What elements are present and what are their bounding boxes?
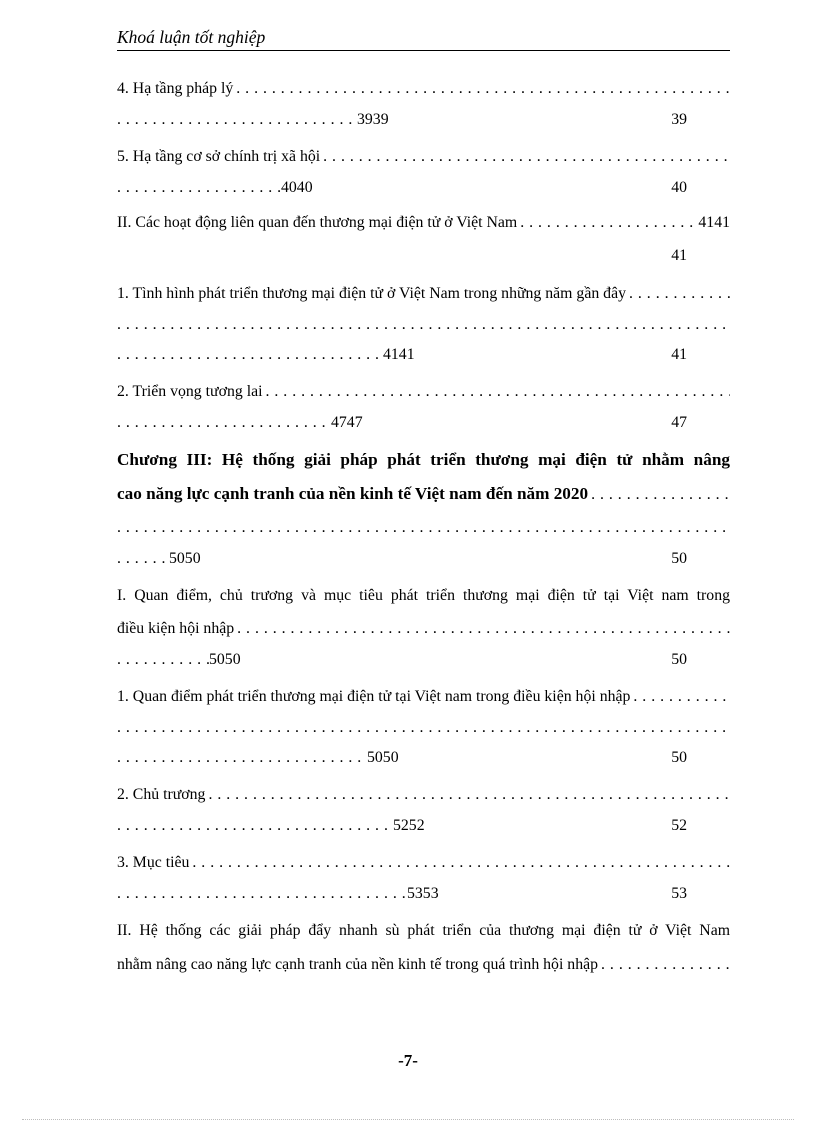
toc-entry-title: 3. Mục tiêu xyxy=(117,854,190,871)
dot-leader xyxy=(117,516,730,540)
dot-leader xyxy=(323,145,730,169)
page-reference: 5050 xyxy=(209,651,241,668)
toc-entry-title: 4. Hạ tầng pháp lý xyxy=(117,80,234,97)
page-number: 52 xyxy=(671,817,687,834)
toc-entry-continuation xyxy=(117,108,730,132)
toc-entry-title: 1. Tình hình phát triển thương mại điện tử ở Việt Nam trong những năm gần đây xyxy=(117,285,626,302)
toc-chapter-heading: Chương III: Hệ thống giải pháp phát triển thương mại điện tử nhằm nâng xyxy=(117,450,730,469)
dot-leader xyxy=(117,716,730,740)
toc-entry-development-viewpoint xyxy=(117,685,730,709)
dot-leader xyxy=(117,108,357,132)
toc-entry-political-infrastructure xyxy=(117,145,730,169)
toc-entry-continuation xyxy=(117,716,730,740)
toc-entry-continuation xyxy=(117,244,730,268)
toc-entry-title: 2. Chủ trương xyxy=(117,786,206,803)
page-number: 53 xyxy=(671,885,687,902)
page-bottom-border xyxy=(22,1119,794,1120)
toc-entry-continuation xyxy=(117,882,730,906)
page-reference: 5353 xyxy=(407,885,439,902)
page-reference: 4040 xyxy=(281,179,313,196)
toc-entry-continuation xyxy=(117,617,730,641)
dot-leader xyxy=(236,77,730,101)
page-number: 50 xyxy=(671,651,687,668)
toc-entry-continuation xyxy=(117,516,730,540)
dot-leader xyxy=(117,648,209,672)
page-reference: 5252 xyxy=(393,817,425,834)
dot-leader xyxy=(117,313,730,337)
page-reference: 4747 xyxy=(331,414,363,431)
toc-entry-title: 2. Triển vọng tương lai xyxy=(117,383,263,400)
toc-entry-continuation xyxy=(117,746,730,770)
page-number-footer: -7- xyxy=(398,1051,418,1070)
dot-leader xyxy=(192,851,730,875)
running-header: Khoá luận tốt nghiệp xyxy=(117,27,266,47)
page-reference: 4141 xyxy=(698,214,730,231)
toc-entry-solutions: II. Hệ thống các giải pháp đẩy nhanh sù phát triển của thương mại điện tử ở Việt Nam xyxy=(117,922,730,939)
dot-leader xyxy=(633,685,730,709)
dot-leader xyxy=(117,411,331,435)
toc-entry-continuation xyxy=(117,343,730,367)
dot-leader xyxy=(591,483,730,506)
dot-leader xyxy=(266,380,731,404)
toc-entry-policy xyxy=(117,783,730,807)
dot-leader xyxy=(117,882,407,906)
toc-entry-continuation xyxy=(117,953,730,977)
toc-entry-ecommerce-activities xyxy=(117,211,730,235)
toc-entry-title: điều kiện hội nhập xyxy=(117,620,235,637)
page-number: 41 xyxy=(671,346,687,363)
toc-entry-continuation xyxy=(117,648,730,672)
dot-leader xyxy=(117,176,281,200)
toc-entry-continuation xyxy=(117,313,730,337)
toc-entry-title: 1. Quan điểm phát triển thương mại điện tử tại Việt nam trong điều kiện hội nhập xyxy=(117,688,631,705)
toc-entry-continuation xyxy=(117,176,730,200)
page-reference: 3939 xyxy=(357,111,389,128)
dot-leader xyxy=(117,746,367,770)
dot-leader xyxy=(117,547,169,571)
toc-chapter-heading-continuation xyxy=(117,482,730,506)
page-number: 41 xyxy=(671,247,687,264)
dot-leader xyxy=(520,211,696,235)
dot-leader xyxy=(601,953,730,977)
toc-entry-legal-infrastructure xyxy=(117,77,730,101)
page-reference: 5050 xyxy=(367,749,399,766)
page-number: 40 xyxy=(671,179,687,196)
toc-entry-development-situation xyxy=(117,282,730,306)
dot-leader xyxy=(237,617,730,641)
toc-entry-title: II. Các hoạt động liên quan đến thương mại điện tử ở Việt Nam xyxy=(117,214,518,231)
page-number: 39 xyxy=(671,111,687,128)
toc-entry-continuation xyxy=(117,547,730,571)
page-number: 50 xyxy=(671,550,687,567)
toc-entry-title: nhằm nâng cao năng lực cạnh tranh của nền kinh tế trong quá trình hội nhập xyxy=(117,956,599,973)
dot-leader xyxy=(629,282,730,306)
toc-entry-objectives xyxy=(117,851,730,875)
dot-leader xyxy=(208,783,730,807)
toc-chapter-title: cao năng lực cạnh tranh của nền kinh tế Việt nam đến năm 2020 xyxy=(117,484,589,503)
toc-entry-future-prospects xyxy=(117,380,730,404)
toc-entry-title: 5. Hạ tầng cơ sở chính trị xã hội xyxy=(117,148,321,165)
page-number: 50 xyxy=(671,749,687,766)
page-number: 47 xyxy=(671,414,687,431)
toc-entry-viewpoints: I. Quan điểm, chủ trương và mục tiêu phát triển thương mại điện tử tại Việt nam trong xyxy=(117,587,730,604)
header-rule xyxy=(117,50,730,51)
toc-entry-continuation xyxy=(117,411,730,435)
page-reference: 5050 xyxy=(169,550,201,567)
toc-entry-continuation xyxy=(117,814,730,838)
page-reference: 4141 xyxy=(383,346,415,363)
dot-leader xyxy=(117,814,393,838)
dot-leader xyxy=(117,343,383,367)
